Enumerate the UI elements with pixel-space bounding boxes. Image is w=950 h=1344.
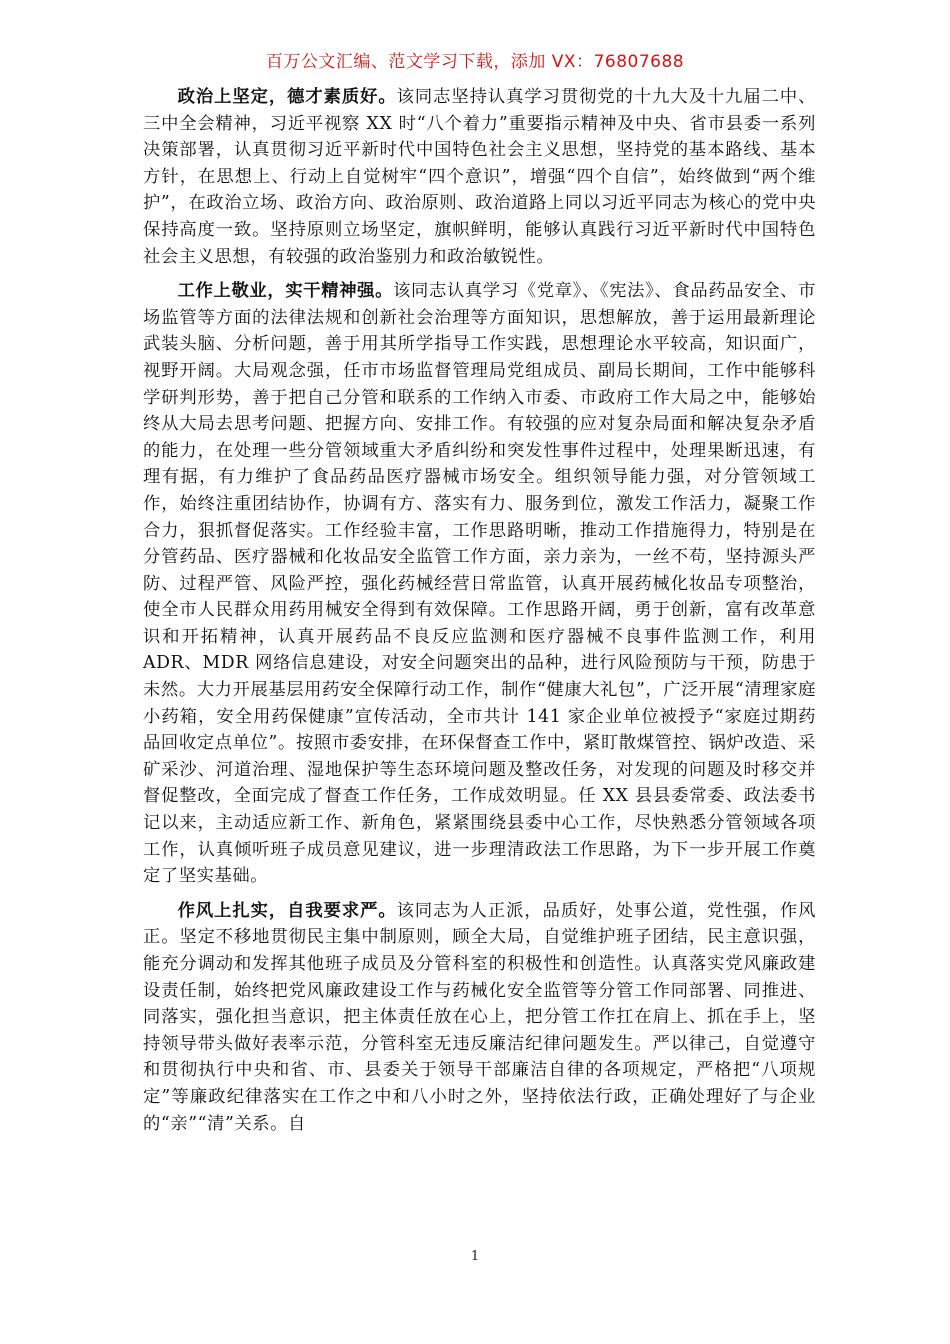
page-number: 1 bbox=[470, 1249, 480, 1264]
paragraph-political bbox=[143, 84, 816, 270]
watermark-banner: 百万公文汇编、范文学习下载，添加 VX：76807688 bbox=[265, 52, 685, 72]
paragraph-lead: 作风上扎实，自我要求严。 bbox=[177, 900, 397, 921]
paragraph-text: 该同志为人正派，品质好，处事公道，党性强，作风正。坚定不移地贯彻民主集中制原则，顾全大局，自觉维护班子团结，民主意识强，能充分调动和发挥其他班子成员及分管科室的积极性和创造性。认真落实党风廉政建设责任制，始终把党风廉政建设工作与药械化安全监管等分管工作同部署、同推进、同落实，强化担当意识，把主体责任放在心上，把分管工作扛在肩上、抓在手上，坚持领导带头做好表率示范，分管科室无违反廉洁纪律问题发生。严以律己，自觉遵守和贯彻执行中央和省、市、县委关于领导干部廉洁自律的各项规定，严格把“八项规定”等廉政纪律落实在工作之中和八小时之外，坚持依法行政，正确处理好了与企业的“亲”“清”关系。自 bbox=[143, 900, 816, 1134]
paragraph-text: 该同志坚持认真学习贯彻党的十九大及十九届二中、三中全会精神，习近平视察 XX 时“八个着力”重要指示精神及中央、省市县委一系列决策部署，认真贯彻习近平新时代中国特色社会主义思想，坚持党的基本路线、基本方针，在思想上、行动上自觉树牢“四个意识”，增强“四个自信”，始终做到“两个维护”，在政治立场、政治方向、政治原则、政治道路上同以习近平同志为核心的党中央保持高度一致。坚持原则立场坚定，旗帜鲜明，能够认真践行习近平新时代中国特色社会主义思想，有较强的政治鉴别力和政治敏锐性。 bbox=[143, 87, 816, 267]
paragraph-lead: 政治上坚定，德才素质好。 bbox=[177, 87, 397, 107]
paragraph-text: 该同志认真学习《党章》、《宪法》、食品药品安全、市场监管等方面的法律法规和创新社会治理等方面知识，思想解放，善于运用最新理论武装头脑、分析问题，善于用其所学指导工作实践，思想理论水平较高，知识面广，视野开阔。大局观念强，任市市场监督管理局党组成员、副局长期间，工作中能够科学研判形势，善于把自己分管和联系的工作纳入市委、市政府工作大局之中，能够始终从大局去思考问题、把握方向、安排工作。有较强的应对复杂局面和解决复杂矛盾的能力，在处理一些分管领域重大矛盾纠纷和突发性事件过程中，处理果断迅速，有理有据，有力维护了食品药品医疗器械市场安全。组织领导能力强，对分管领域工作，始终注重团结协作，协调有方、落实有力、服务到位，激发工作活力，凝聚工作合力，狠抓督促落实。工作经验丰富，工作思路明晰，推动工作措施得力，特别是在分管药品、医疗器械和化妆品安全监管工作方面，亲力亲为，一丝不苟，坚持源头严防、过程严管、风险严控，强化药械经营日常监管，认真开展药械化妆品专项整治，使全市人民群众用药用械安全得到有效保障。工作思路开阔，勇于创新，富有改革意识和开拓精神，认真开展药品不良反应监测和医疗器械不良事件监测工作，利用 ADR、MDR 网络信息建设，对安全问题突出的品种，进行风险预防与干预，防患于未然。大力开展基层用药安全保障行动工作，制作“健康大礼包”，广泛开展“清理家庭小药箱，安全用药保健康”宣传活动，全市共计 141 家企业单位被授予“家庭过期药品回收定点单位”。按照市委安排，在环保督查工作中，紧盯散煤管控、锅炉改造、采矿采沙、河道治理、湿地保护等生态环境问题及整改任务，对发现的问题及时移交并督促整改，全面完成了督查工作任务，工作成效明显。任 XX 县县委常委、政法委书记以来，主动适应新工作、新角色，紧紧围绕县委中心工作，尽快熟悉分管领域各项工作，认真倾听班子成员意见建议，进一步理清政法工作思路，为下一步开展工作奠定了坚实基础。 bbox=[143, 281, 816, 887]
document-body bbox=[143, 84, 816, 1145]
paragraph-work bbox=[143, 278, 816, 890]
paragraph-style bbox=[143, 898, 816, 1137]
paragraph-lead: 工作上敬业，实干精神强。 bbox=[177, 281, 394, 302]
